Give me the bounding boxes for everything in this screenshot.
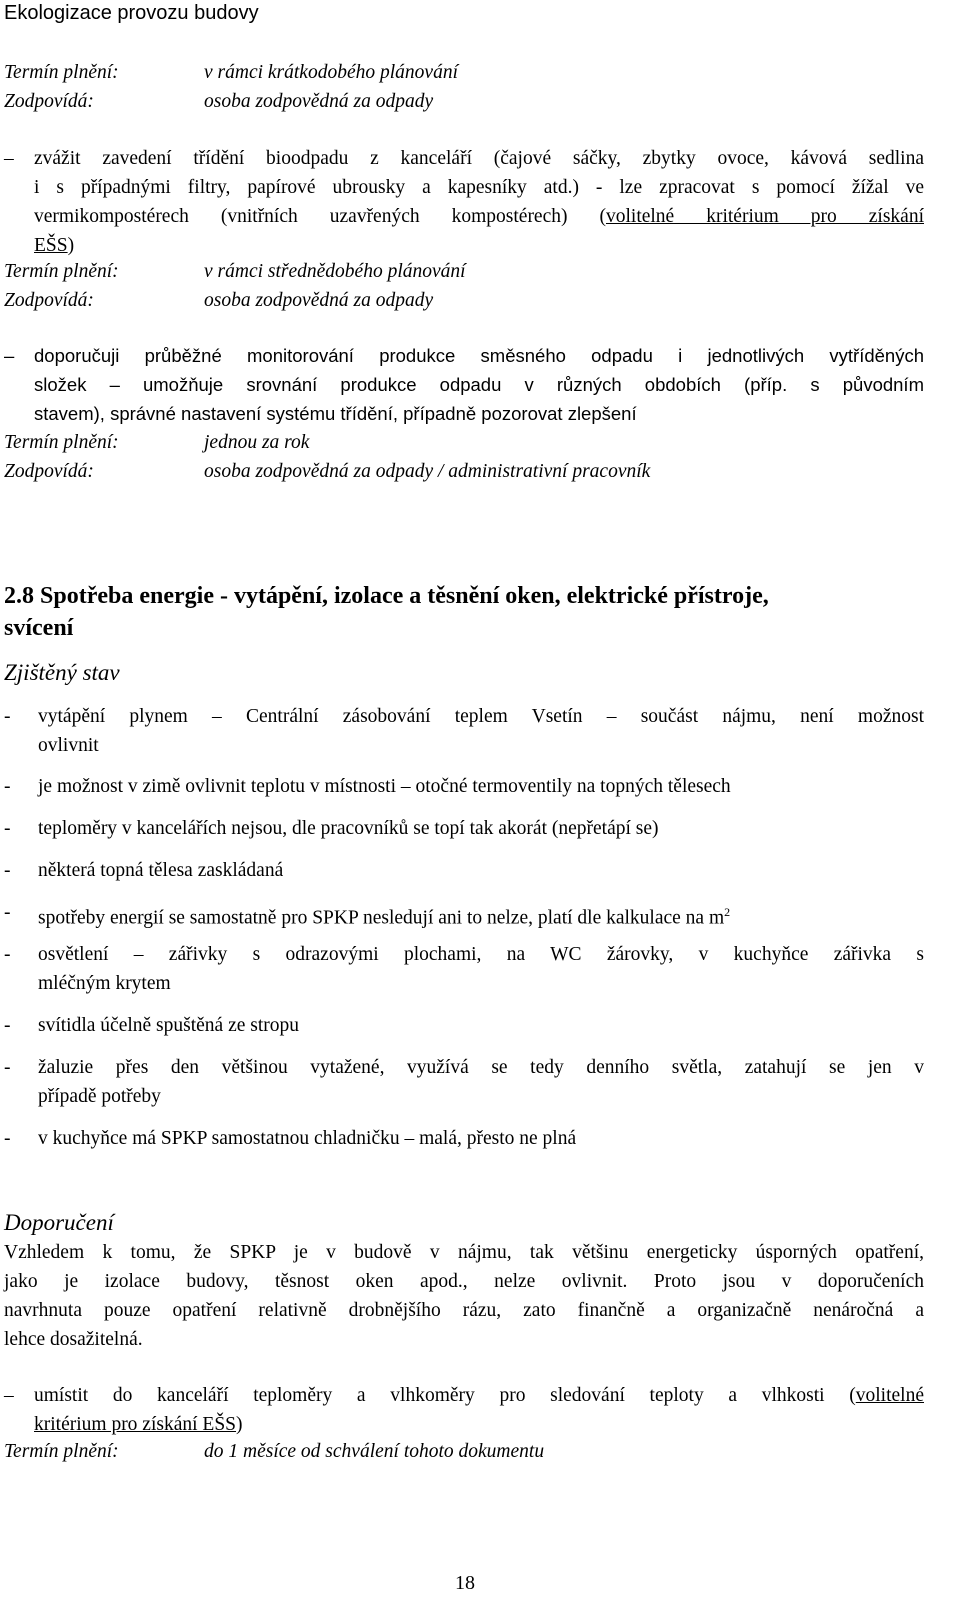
- task-meta-2: [4, 257, 466, 315]
- state-item: - v kuchyňce má SPKP samostatnou chladničku – malá, přesto ne plná: [4, 1128, 577, 1149]
- state-item: - svítidla účelně spuštěná ze stropu: [4, 1015, 300, 1036]
- deadline-label: Termín plnění:: [4, 62, 119, 83]
- state-item: - některá topná tělesa zaskládaná: [4, 860, 284, 881]
- dash-bullet: –: [4, 148, 14, 169]
- text-line: vermikompostérech (vnitřních uzavřených kompostérech) (volitelné kritérium pro získání: [34, 206, 924, 227]
- responsible-label: Zodpovídá:: [4, 461, 94, 482]
- task-meta-1: [4, 58, 458, 116]
- responsible-label: Zodpovídá:: [4, 290, 94, 311]
- deadline-value: v rámci krátkodobého plánování: [204, 62, 458, 83]
- deadline-label: Termín plnění:: [4, 432, 119, 453]
- text-line: stavem), správné nastavení systému třídění, případně pozorovat zlepšení: [34, 403, 637, 424]
- state-item: - osvětlení – zářivky s odrazovými plochami, na WC žárovky, v kuchyňce zářivka s mléčným krytem: [4, 944, 924, 994]
- state-item: - teploměry v kancelářích nejsou, dle pracovníků se topí tak akorát (nepřetápí se): [4, 818, 659, 839]
- state-item: - je možnost v zimě ovlivnit teplotu v místnosti – otočné termoventily na topných tělesech: [4, 776, 731, 797]
- deadline-value: do 1 měsíce od schválení tohoto dokumentu: [204, 1441, 545, 1462]
- list-item: [4, 144, 924, 260]
- deadline-label: Termín plnění:: [4, 261, 119, 282]
- recommendation-subheading: Doporučení: [4, 1210, 114, 1235]
- dash-bullet: –: [4, 345, 15, 366]
- responsible-value: osoba zodpovědná za odpady: [204, 91, 434, 112]
- text-line: zvážit zavedení třídění bioodpadu z kanceláří (čajové sáčky, zbytky ovoce, kávová sedlina: [34, 148, 924, 169]
- text-line: EŠS): [34, 235, 75, 256]
- text-line: i s případnými filtry, papírové ubrousky a kapesníky atd.) - lze zpracovat s pomocí žížal ve: [34, 177, 924, 198]
- page-number: 18: [455, 1572, 475, 1594]
- text-line: doporučuji průběžné monitorování produkce směsného odpadu i jednotlivých vytříděných: [34, 345, 924, 366]
- deadline-label: Termín plnění:: [4, 1441, 119, 1462]
- recommendation-item: – umístit do kanceláří teploměry a vlhkoměry pro sledování teploty a vlhkosti (volitelné kritérium pro získání EŠS): [4, 1381, 924, 1439]
- deadline-value: jednou za rok: [204, 432, 310, 453]
- dash-bullet: –: [4, 1385, 14, 1406]
- page-header: Ekologizace provozu budovy: [4, 2, 259, 24]
- state-item: - vytápění plynem – Centrální zásobování teplem Vsetín – součást nájmu, není možnost ovlivnit: [4, 706, 924, 756]
- recommendation-paragraph: Vzhledem k tomu, že SPKP je v budově v nájmu, tak většinu energeticky úsporných opatření, jako je izolace budovy, těsnost oken apod., nelze ovlivnit. Proto jsou v doporučeních navrhnuta pouze opatření relativně drobnějšího rázu, zato finančně a organizačně nenáročná a lehce dosažitelná.: [4, 1242, 924, 1350]
- state-item: - žaluzie přes den většinou vytažené, využívá se tedy denního světla, zatahují se jen v případě potřeby: [4, 1057, 924, 1107]
- responsible-value: osoba zodpovědná za odpady: [204, 290, 434, 311]
- state-item: - spotřeby energií se samostatně pro SPKP nesledují ani to nelze, platí dle kalkulace na $m^2$: [4, 902, 731, 929]
- task-meta-4: [4, 1437, 544, 1466]
- task-meta-3: [4, 428, 650, 486]
- state-subheading: Zjištěný stav: [4, 660, 120, 685]
- responsible-label: Zodpovídá:: [4, 91, 94, 112]
- responsible-value: osoba zodpovědná za odpady / administrativní pracovník: [204, 461, 651, 482]
- list-item: [4, 341, 924, 428]
- section-heading: 2.8 Spotřeba energie - vytápění, izolace a těsnění oken, elektrické přístroje, svícení: [4, 583, 769, 641]
- text-line: složek – umožňuje srovnání produkce odpadu v různých obdobích (příp. s původním: [34, 374, 924, 395]
- deadline-value: v rámci střednědobého plánování: [204, 261, 466, 282]
